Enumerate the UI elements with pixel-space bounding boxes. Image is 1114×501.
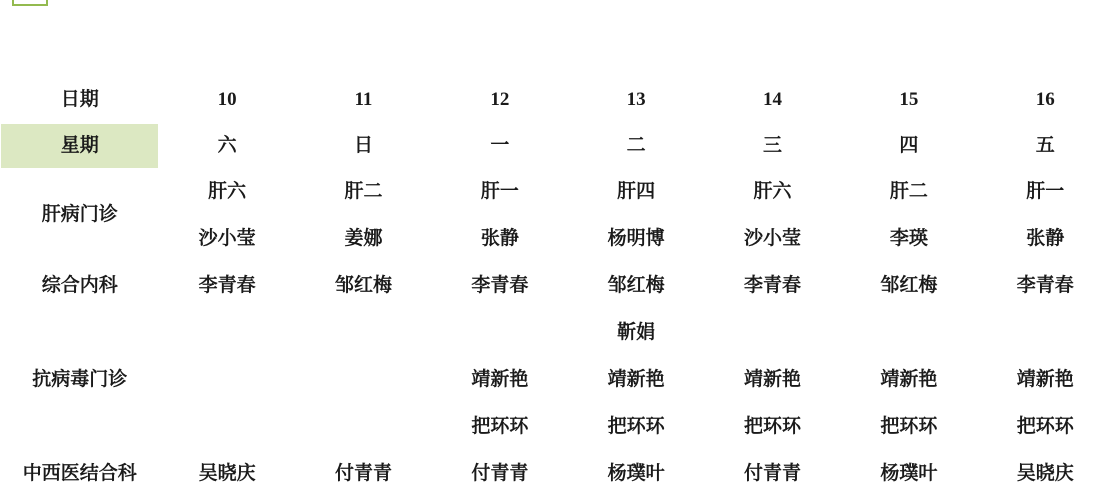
internal-medicine-cell: 邹红梅 xyxy=(568,262,704,309)
date-cell: 10 xyxy=(159,76,295,123)
liver-clinic-doctor-cell: 沙小莹 xyxy=(704,215,840,262)
weekday-cell: 四 xyxy=(841,123,977,168)
antiviral-row-2 xyxy=(1,356,1114,403)
row-label-tcm-western: 中西医结合科 xyxy=(1,450,159,497)
antiviral-cell xyxy=(841,309,977,356)
tcm-western-row xyxy=(1,450,1114,497)
antiviral-cell xyxy=(159,309,295,356)
antiviral-cell: 靖新艳 xyxy=(977,356,1113,403)
tcm-western-cell: 杨璞叶 xyxy=(841,450,977,497)
antiviral-cell: 把环环 xyxy=(432,403,568,450)
table-title-row xyxy=(1,9,1114,77)
internal-medicine-cell: 李青春 xyxy=(977,262,1113,309)
antiviral-cell xyxy=(159,356,295,403)
antiviral-row-1 xyxy=(1,309,1114,356)
weekday-cell: 二 xyxy=(568,123,704,168)
weekday-cell: 五 xyxy=(977,123,1113,168)
row-label-internal-medicine: 综合内科 xyxy=(1,262,159,309)
row-label-antiviral-clinic: 抗病毒门诊 xyxy=(1,309,159,450)
weekday-cell: 日 xyxy=(295,123,431,168)
liver-clinic-cell: 肝四 xyxy=(568,168,704,215)
liver-clinic-cell: 肝一 xyxy=(432,168,568,215)
liver-clinic-doctor-cell: 姜娜 xyxy=(295,215,431,262)
date-cell: 12 xyxy=(432,76,568,123)
schedule-period: 2022 年 12 月 10 日—12 月 16 日门诊科室出诊安排 xyxy=(317,42,797,67)
top-bar xyxy=(0,0,1114,8)
tcm-western-cell: 付青青 xyxy=(432,450,568,497)
antiviral-cell xyxy=(704,309,840,356)
antiviral-cell: 把环环 xyxy=(704,403,840,450)
antiviral-cell: 靖新艳 xyxy=(432,356,568,403)
antiviral-cell: 靖新艳 xyxy=(841,356,977,403)
tcm-western-cell: 吴晓庆 xyxy=(159,450,295,497)
weekday-cell: 六 xyxy=(159,123,295,168)
antiviral-cell: 把环环 xyxy=(977,403,1113,450)
liver-clinic-cell: 肝六 xyxy=(159,168,295,215)
date-cell: 15 xyxy=(841,76,977,123)
internal-medicine-row xyxy=(1,262,1114,309)
tcm-western-cell: 付青青 xyxy=(295,450,431,497)
date-cell: 11 xyxy=(295,76,431,123)
liver-clinic-doctor-cell: 杨明博 xyxy=(568,215,704,262)
weekday-row xyxy=(1,123,1114,168)
internal-medicine-cell: 邹红梅 xyxy=(295,262,431,309)
date-cell: 16 xyxy=(977,76,1113,123)
liver-clinic-cell: 肝二 xyxy=(295,168,431,215)
tcm-western-cell: 付青青 xyxy=(704,450,840,497)
internal-medicine-cell: 李青春 xyxy=(159,262,295,309)
liver-clinic-cell: 肝一 xyxy=(977,168,1113,215)
liver-clinic-cell: 肝六 xyxy=(704,168,840,215)
weekday-cell: 一 xyxy=(432,123,568,168)
date-cell: 13 xyxy=(568,76,704,123)
row-label-liver-clinic: 肝病门诊 xyxy=(1,168,159,262)
liver-clinic-doctor-cell: 张静 xyxy=(977,215,1113,262)
liver-clinic-doctor-cell: 李瑛 xyxy=(841,215,977,262)
schedule-table xyxy=(0,8,1114,498)
internal-medicine-cell: 李青春 xyxy=(432,262,568,309)
antiviral-cell xyxy=(432,309,568,356)
hospital-name: 西安市第八医院 xyxy=(480,16,634,40)
antiviral-cell: 靖新艳 xyxy=(704,356,840,403)
antiviral-cell: 把环环 xyxy=(568,403,704,450)
title-cell xyxy=(1,9,1114,77)
row-label-date: 日期 xyxy=(1,76,159,123)
antiviral-cell xyxy=(295,309,431,356)
corner-marker xyxy=(12,0,48,6)
liver-clinic-doctor-cell: 张静 xyxy=(432,215,568,262)
antiviral-cell xyxy=(159,403,295,450)
antiviral-cell: 把环环 xyxy=(841,403,977,450)
antiviral-cell xyxy=(295,356,431,403)
tcm-western-cell: 吴晓庆 xyxy=(977,450,1113,497)
tcm-western-cell: 杨璞叶 xyxy=(568,450,704,497)
internal-medicine-cell: 李青春 xyxy=(704,262,840,309)
antiviral-cell: 靖新艳 xyxy=(568,356,704,403)
antiviral-cell xyxy=(977,309,1113,356)
liver-clinic-cell: 肝二 xyxy=(841,168,977,215)
liver-clinic-row-2 xyxy=(1,215,1114,262)
antiviral-cell xyxy=(295,403,431,450)
date-row xyxy=(1,76,1114,123)
antiviral-row-3 xyxy=(1,403,1114,450)
liver-clinic-row-1 xyxy=(1,168,1114,215)
weekday-cell: 三 xyxy=(704,123,840,168)
date-cell: 14 xyxy=(704,76,840,123)
antiviral-cell: 靳娟 xyxy=(568,309,704,356)
internal-medicine-cell: 邹红梅 xyxy=(841,262,977,309)
row-label-weekday: 星期 xyxy=(1,123,159,168)
liver-clinic-doctor-cell: 沙小莹 xyxy=(159,215,295,262)
